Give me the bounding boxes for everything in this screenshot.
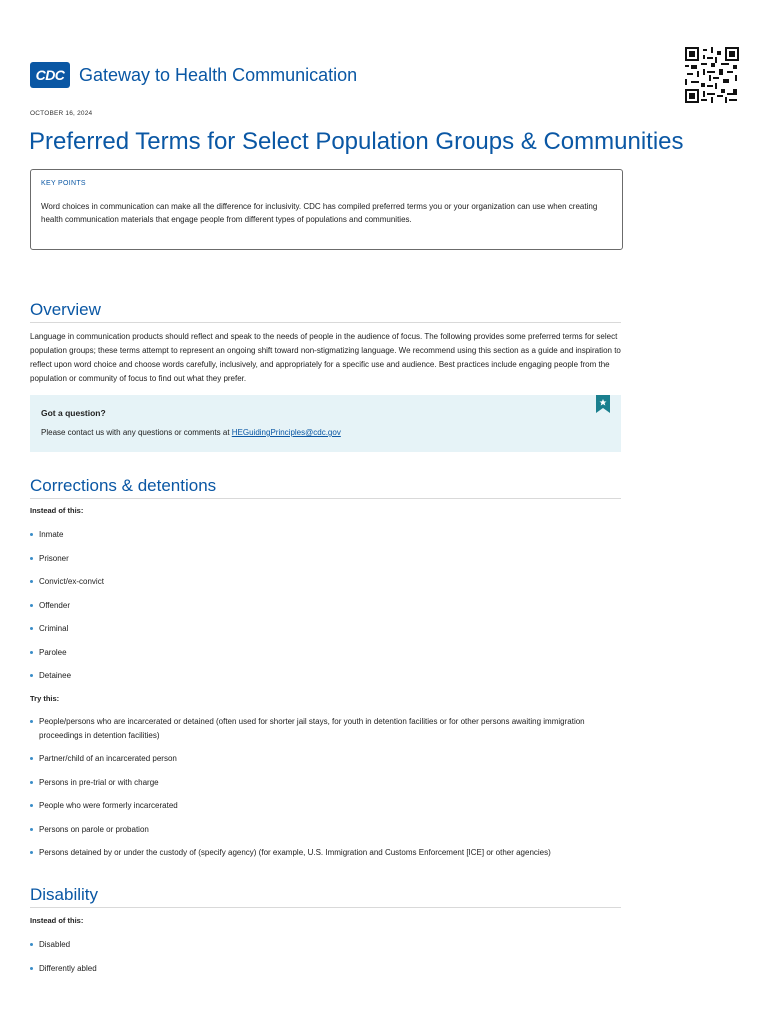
callout-text (41, 428, 341, 437)
disability-heading: Disability (30, 885, 621, 908)
publish-date: OCTOBER 16, 2024 (30, 110, 93, 117)
page-title: Preferred Terms for Select Population Groups & Communities (29, 128, 684, 155)
key-points-text: Word choices in communication can make all the difference for inclusivity. CDC has compiled preferred terms you or your organization can use when creating health communication materials that engage people from different types of populations and communities. (41, 202, 598, 224)
list-item: People/persons who are incarcerated or detained (often used for shorter jail stays, for youth in detention facilities or for other persons awaiting immigration proceedings in detention facilities) (30, 715, 630, 743)
site-header (30, 60, 357, 90)
callout-title: Got a question? (41, 408, 106, 418)
list-item: Persons detained by or under the custody of (specify agency) (for example, U.S. Immigration and Customs Enforcement [ICE] or other agencies) (30, 846, 630, 860)
qr-code-icon (685, 47, 739, 103)
list-item: Prisoner (30, 552, 630, 566)
corrections-instead-list (30, 528, 630, 683)
list-item: People who were formerly incarcerated (30, 799, 630, 813)
overview-paragraph: Language in communication products should reflect and speak to the needs of people in the audience of focus. The following provides some preferred terms for select population groups; these terms attempt to represent an ongoing shift toward non-stigmatizing language. We recommend using this section as a guide and inspiration to reflect upon word choice and choose words carefully, inclusively, and appropriately for a specific use and audience. Best practices include engaging people from the population or community of focus to find out what they prefer. (30, 332, 621, 383)
site-title[interactable]: Gateway to Health Communication (79, 64, 358, 85)
list-item: Persons on parole or probation (30, 823, 630, 837)
bookmark-icon (596, 395, 610, 413)
list-item: Differently abled (30, 962, 630, 976)
key-points-box (30, 169, 623, 250)
list-item: Detainee (30, 669, 630, 683)
cdc-logo[interactable]: CDC (30, 62, 70, 88)
list-item: Persons in pre-trial or with charge (30, 776, 630, 790)
list-item: Partner/child of an incarcerated person (30, 752, 630, 766)
disability-instead-list (30, 938, 630, 976)
corrections-try-label: Try this: (30, 694, 60, 703)
list-item: Parolee (30, 646, 630, 660)
callout-text-prefix: Please contact us with any questions or comments at (41, 428, 232, 437)
list-item: Convict/ex-convict (30, 575, 630, 589)
email-link[interactable]: HEGuidingPrinciples@cdc.gov (231, 428, 341, 437)
list-item: Disabled (30, 938, 630, 952)
key-points-label: KEY POINTS (41, 180, 86, 187)
corrections-try-list (30, 715, 630, 860)
corrections-heading: Corrections & detentions (30, 476, 621, 499)
question-callout (30, 395, 621, 452)
corrections-instead-label: Instead of this: (30, 506, 84, 515)
list-item: Offender (30, 599, 630, 613)
list-item: Criminal (30, 622, 630, 636)
overview-heading: Overview (30, 300, 621, 323)
list-item: Inmate (30, 528, 630, 542)
disability-instead-label: Instead of this: (30, 916, 84, 925)
